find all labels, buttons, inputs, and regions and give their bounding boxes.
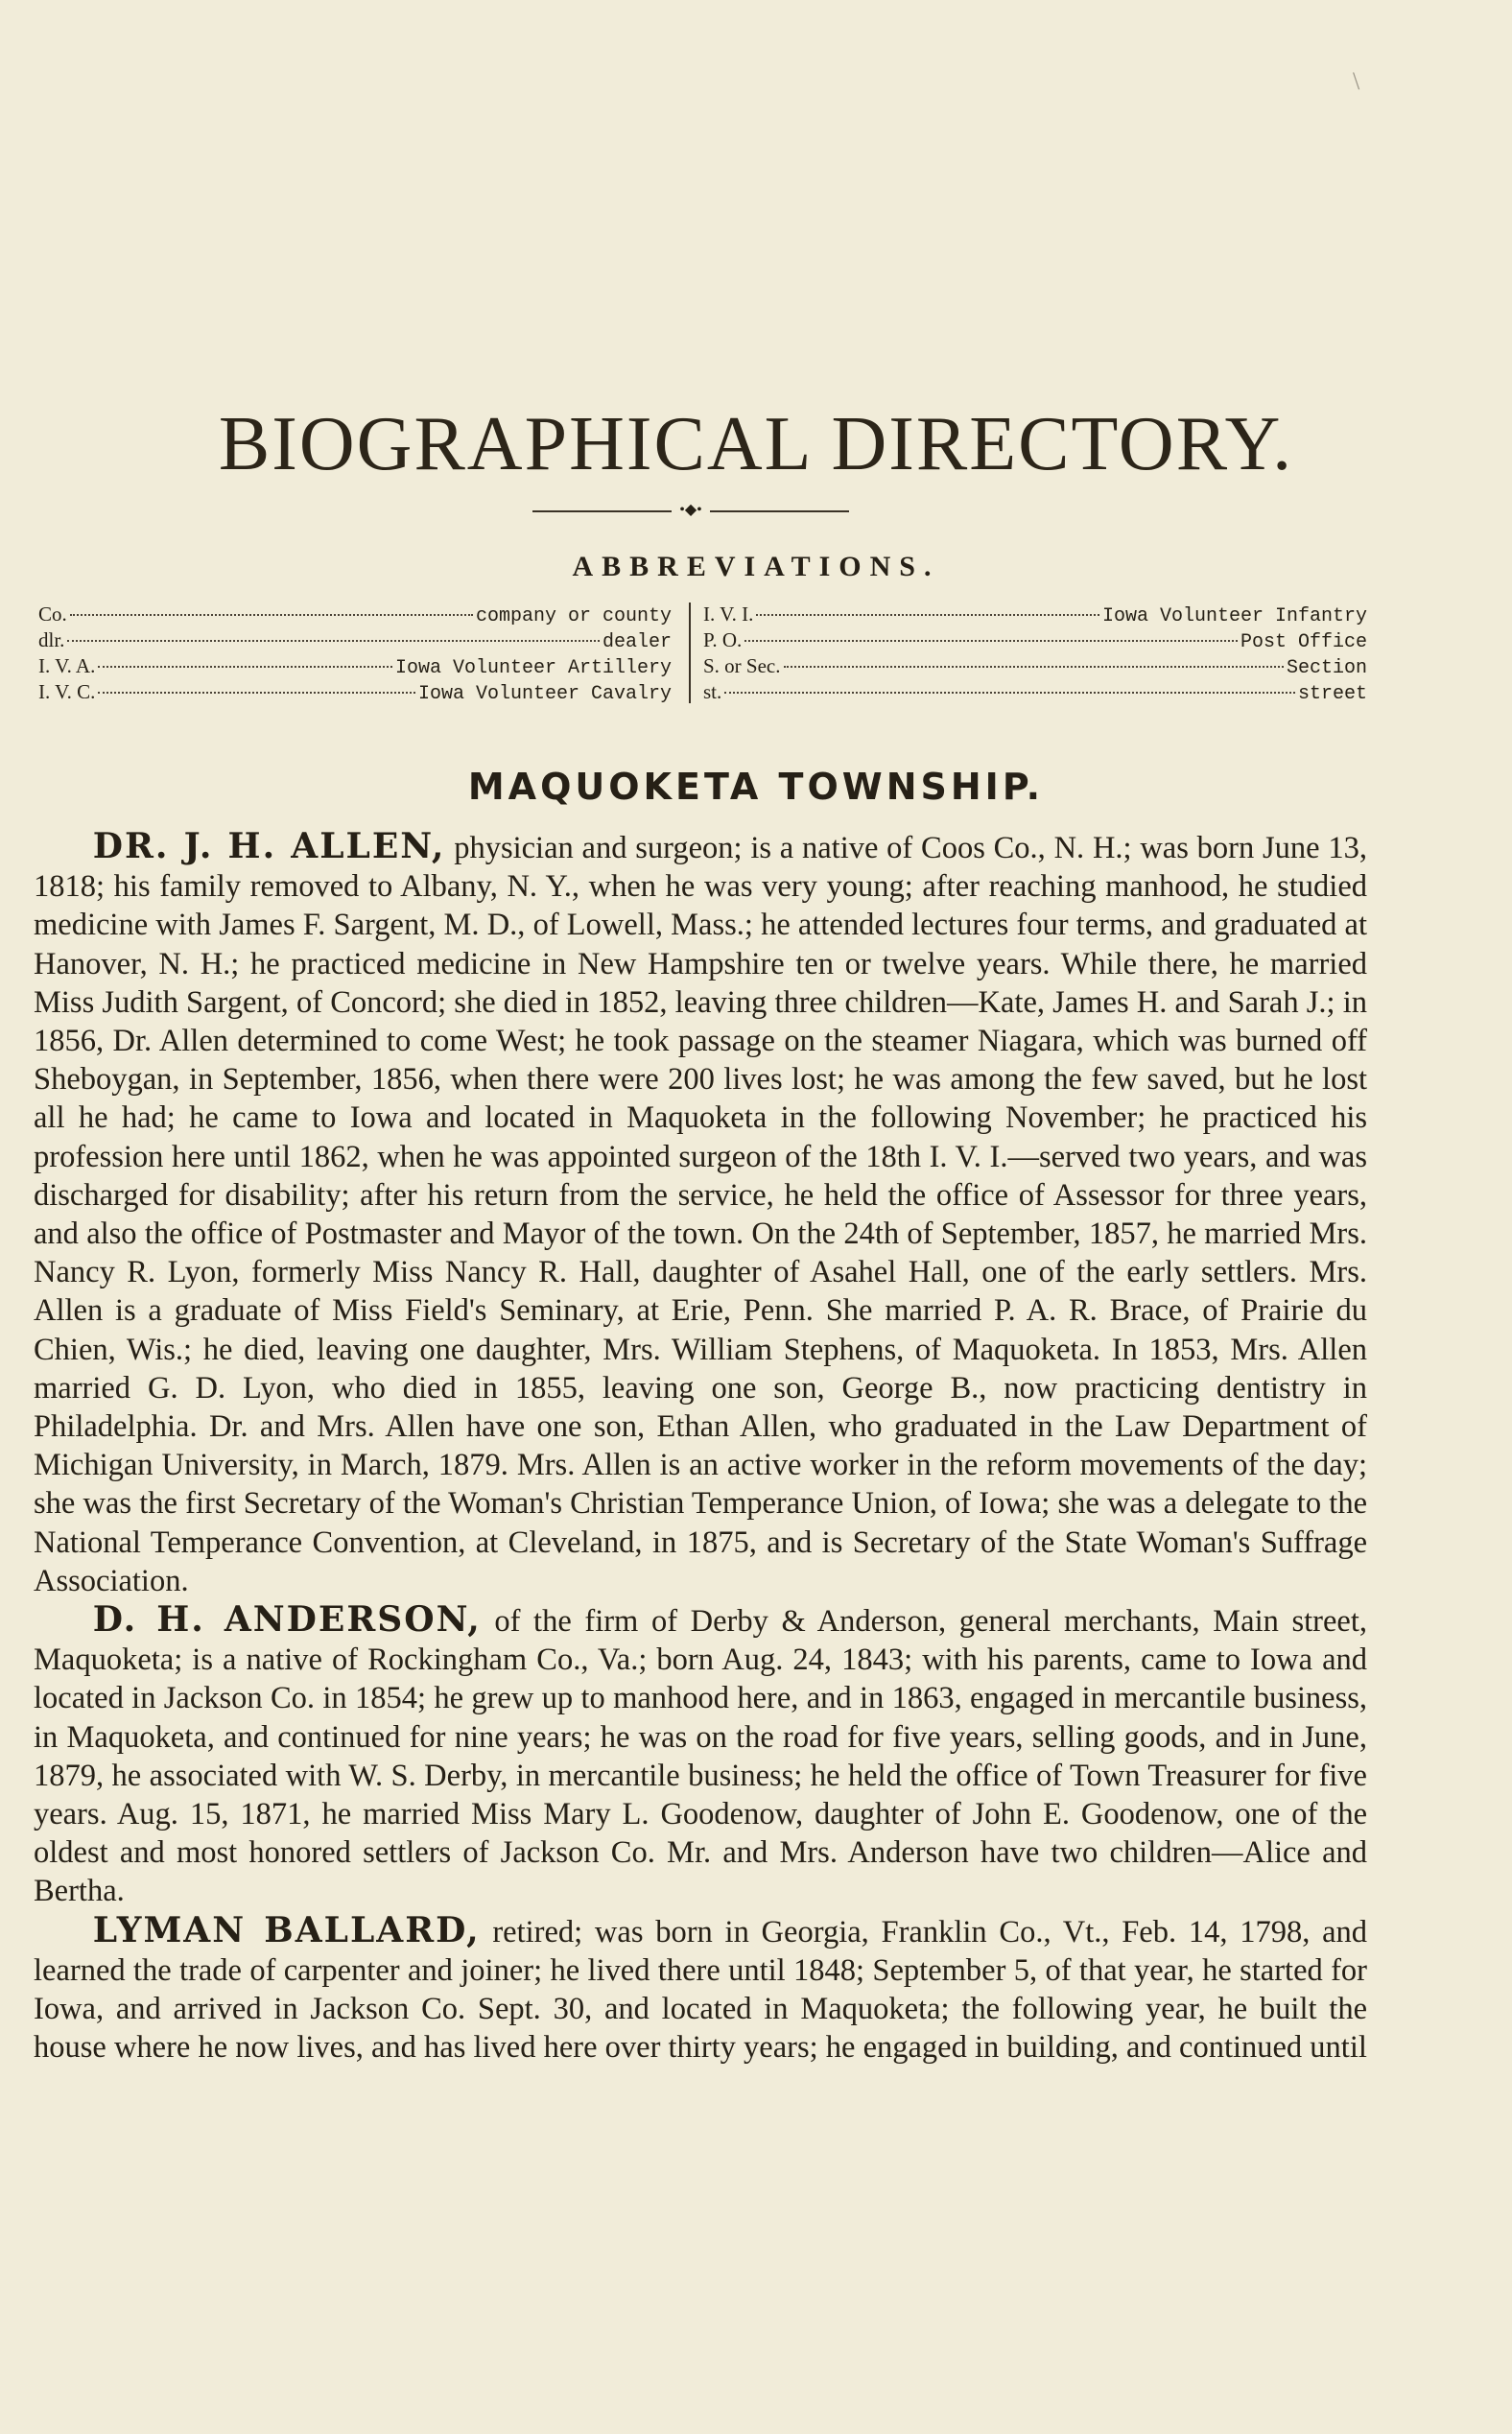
abbreviation-row <box>703 680 1367 706</box>
abbreviations-heading: ABBREVIATIONS. <box>572 551 940 582</box>
abbreviations-divider <box>689 603 691 703</box>
abbreviation-row <box>703 628 1367 654</box>
abbreviation-row <box>38 654 672 680</box>
abbreviation-row <box>38 603 672 628</box>
abbreviation-key: Co. <box>38 603 67 626</box>
biography-entry <box>34 1911 1367 2068</box>
abbreviation-meaning: Iowa Volunteer Artillery <box>394 657 672 679</box>
abbreviation-key: S. or Sec. <box>703 654 781 677</box>
biography-body <box>34 827 1367 2068</box>
corner-mark: \ <box>1353 67 1360 95</box>
abbreviation-meaning: Iowa Volunteer Cavalry <box>417 683 672 705</box>
abbreviation-row <box>703 603 1367 628</box>
leader-dots <box>756 614 1099 616</box>
abbreviation-key: I. V. I. <box>703 603 754 626</box>
abbreviations-right-column <box>703 603 1367 706</box>
entry-text: of the firm of Derby & Anderson, general merchants, Main street, Maquoketa; is a native of Rockingham Co., Va.; born Aug. 24, 1843; with his parents, came to Iowa and located in Jackson Co. in 1854; he grew up to manhood here, and in 1863, engaged in mercantile business, in Maquoketa, and continued for nine years; he was on the road for five years, selling goods, and in June, 1879, he associated with W. S. Derby, in mercantile business; he held the office of Town Treasurer for five years. Aug. 15, 1871, he married Miss Mary L. Goodenow, daughter of John E. Goodenow, one of the oldest and most honored settlers of Jackson Co. Mr. and Mrs. Anderson have two children—Alice and Bertha. <box>34 1604 1367 1909</box>
township-heading: MAQUOKETA TOWNSHIP. <box>467 766 1045 808</box>
abbreviation-key: I. V. A. <box>38 654 96 677</box>
abbreviation-meaning: company or county <box>475 605 672 627</box>
abbreviation-meaning: dealer <box>602 631 672 653</box>
abbreviation-meaning: Section <box>1286 657 1367 679</box>
entry-name: D. H. ANDERSON, <box>92 1599 482 1641</box>
abbreviations-left-column <box>38 603 672 706</box>
entry-text: retired; was born in Georgia, Franklin Co., Vt., Feb. 14, 1798, and learned the trade of carpenter and joiner; he lived there until 1848; September 5, of that year, he started for Iowa, and arrived in Jackson Co. Sept. 30, and located in Maquoketa; the following year, he built the house where he now lives, and has lived here over thirty years; he engaged in building, and continued until <box>34 1914 1367 2066</box>
abbreviation-row <box>703 654 1367 680</box>
leader-dots <box>98 692 415 694</box>
entry-name: LYMAN BALLARD, <box>92 1909 481 1950</box>
biography-entry <box>34 1600 1367 1911</box>
abbreviation-key: P. O. <box>703 628 743 651</box>
abbreviation-meaning: Iowa Volunteer Infantry <box>1101 605 1367 627</box>
leader-dots <box>67 640 600 642</box>
leader-dots <box>724 692 1295 694</box>
abbreviation-row <box>38 680 672 706</box>
biography-entry <box>34 827 1367 1600</box>
abbreviation-row <box>38 628 672 654</box>
leader-dots <box>744 640 1238 642</box>
entry-name: DR. J. H. ALLEN, <box>92 826 446 866</box>
leader-dots <box>784 666 1284 668</box>
entry-text: physician and surgeon; is a native of Coos Co., N. H.; was born June 13, 1818; his family removed to Albany, N. Y., when he was very young; after reaching manhood, he studied medicine with James F. Sargent, M. D., of Lowell, Mass.; he attended lectures four terms, and graduated at Hanover, N. H.; he practiced medicine in New Hampshire ten or twelve years. While there, he married Miss Judith Sargent, of Concord; she died in 1852, leaving three children—Kate, James H. and Sarah J.; in 1856, Dr. Allen determined to come West; he took passage on the steamer Niagara, which was burned off Sheboygan, in September, 1856, when there were 200 lives lost; he was among the few saved, but he lost all he had; he came to Iowa and located in Maquoketa in the following November; he practiced his profession here until 1862, when he was appointed surgeon of the 18th I. V. I.—served two years, and was discharged for disability; after his return from the service, he held the office of Assessor for three years, and also the office of Postmaster and Mayor of the town. On the 24th of September, 1857, he married Mrs. Nancy R. Lyon, formerly Miss Nancy R. Hall, daughter of Asahel Hall, one of the early settlers. Mrs. Allen is a graduate of Miss Field's Seminary, at Erie, Penn. She married P. A. R. Brace, of Prairie du Chien, Wis.; he died, leaving one daughter, Mrs. William Stephens, of Maquoketa. In 1853, Mrs. Allen married G. D. Lyon, who died in 1855, leaving one son, George B., now practicing dentistry in Philadelphia. Dr. and Mrs. Allen have one son, Ethan Allen, who graduated in the Law Department of Michigan University, in March, 1879. Mrs. Allen is an active worker in the reform movements of the day; she was the first Secretary of the Woman's Christian Temperance Union, of Iowa; she was a delegate to the National Temperance Convention, at Cleveland, in 1875, and is Secretary of the State Woman's Suffrage Association. <box>34 831 1367 1598</box>
abbreviation-meaning: street <box>1297 683 1367 705</box>
abbreviation-meaning: Post Office <box>1240 631 1367 653</box>
abbreviation-key: I. V. C. <box>38 680 96 703</box>
leader-dots <box>70 614 473 616</box>
abbreviation-key: st. <box>703 680 722 703</box>
page-title: BIOGRAPHICAL DIRECTORY. <box>218 402 1294 486</box>
abbreviation-key: dlr. <box>38 628 65 651</box>
leader-dots <box>98 666 392 668</box>
rule-ornament: •◆• <box>672 499 710 522</box>
